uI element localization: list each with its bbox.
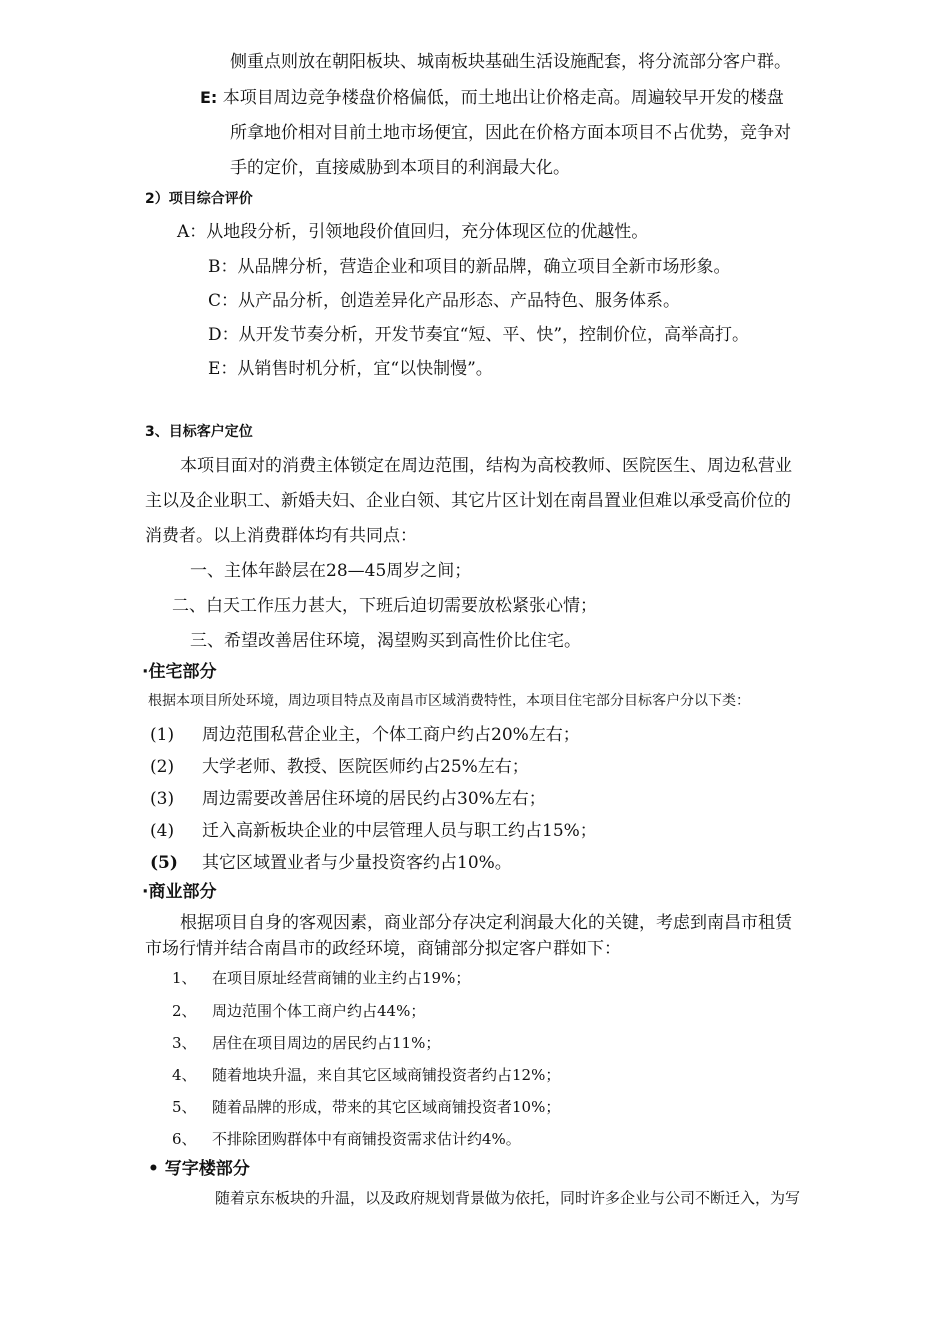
residential-item — [150, 819, 597, 843]
list-text: 在项目原址经营商铺的业主约占19%； — [212, 969, 471, 987]
evaluation-item-d: D：从开发节奏分析，开发节奏宜“短、平、快”，控制价位，高举高打。 — [208, 325, 750, 345]
competition-line-1: 本项目周边竞争楼盘价格偏低，而土地出让价格走高。周遍较早开发的楼盘 — [222, 88, 784, 108]
list-text: 居住在项目周边的居民约占11%； — [212, 1034, 441, 1052]
item-label-e: E: — [200, 88, 218, 107]
list-text: 周边范围私营企业主，个体工商户约占20%左右； — [202, 725, 580, 745]
commercial-item — [172, 1063, 560, 1087]
commercial-item — [172, 1031, 440, 1055]
subsection-heading-residential: ·住宅部分 — [142, 662, 217, 682]
common-point-3: 三、希望改善居住环境，渴望购买到高性价比住宅。 — [190, 631, 581, 651]
office-paragraph-line-1: 随着京东板块的升温，以及政府规划背景做为依托，同时许多企业与公司不断迁入，为写 — [215, 1189, 801, 1207]
list-text: 随着品牌的形成，带来的其它区域商铺投资者10%； — [212, 1098, 561, 1116]
competition-line-3: 手的定价，直接威胁到本项目的利润最大化。 — [230, 158, 570, 178]
list-number: 5、 — [172, 1098, 197, 1116]
residential-item — [150, 723, 580, 747]
subsection-heading-commercial: ·商业部分 — [142, 882, 217, 902]
section-heading-target: 3、目标客户定位 — [145, 424, 253, 440]
commercial-item — [172, 1095, 560, 1119]
common-point-1: 一、主体年龄层在28—45周岁之间； — [190, 561, 472, 581]
residential-item — [150, 851, 512, 875]
list-text: 大学老师、教授、医院医师约占25%左右； — [202, 757, 529, 777]
residential-intro: 根据本项目所处环境，周边项目特点及南昌市区域消费特性，本项目住宅部分目标客户分以下类： — [148, 693, 750, 709]
list-text: 周边需要改善居住环境的居民约占30%左右； — [202, 789, 546, 809]
list-number: (2) — [150, 757, 175, 777]
list-text: 周边范围个体工商户约占44%； — [212, 1002, 426, 1020]
list-number: 6、 — [172, 1130, 197, 1148]
commercial-item — [172, 966, 470, 990]
list-number: (1) — [150, 725, 175, 745]
list-number: 3、 — [172, 1034, 197, 1052]
list-number: (5) — [150, 853, 178, 873]
common-point-2: 二、白天工作压力甚大，下班后迫切需要放松紧张心情； — [172, 596, 597, 616]
list-text: 迁入高新板块企业的中层管理人员与职工约占15%； — [202, 821, 597, 841]
residential-item — [150, 755, 529, 779]
list-number: 2、 — [172, 1002, 197, 1020]
target-paragraph-line-1: 本项目面对的消费主体锁定在周边范围，结构为高校教师、医院医生、周边私营业 — [180, 456, 792, 476]
list-number: (4) — [150, 821, 175, 841]
evaluation-item-e: E：从销售时机分析，宜“以快制慢”。 — [208, 359, 493, 379]
section-heading-evaluation: 2）项目综合评价 — [145, 191, 253, 207]
competition-line-2: 所拿地价相对目前土地市场便宜，因此在价格方面本项目不占优势，竞争对 — [230, 123, 791, 143]
evaluation-item-a: A：从地段分析，引领地段价值回归，充分体现区位的优越性。 — [177, 222, 649, 242]
commercial-item — [172, 1127, 521, 1151]
target-paragraph-line-3: 消费者。以上消费群体均有共同点： — [145, 526, 417, 546]
competition-paragraph — [200, 86, 784, 110]
subsection-heading-office: • 写字楼部分 — [148, 1159, 250, 1179]
evaluation-item-c: C：从产品分析，创造差异化产品形态、产品特色、服务体系。 — [208, 291, 681, 311]
commercial-item — [172, 999, 425, 1023]
evaluation-item-b: B：从品牌分析，营造企业和项目的新品牌，确立项目全新市场形象。 — [208, 257, 731, 277]
residential-item — [150, 787, 546, 811]
list-number: (3) — [150, 789, 175, 809]
commercial-paragraph-line-1: 根据项目自身的客观因素，商业部分存决定利润最大化的关键，考虑到南昌市租赁 — [180, 913, 792, 933]
intro-line: 侧重点则放在朝阳板块、城南板块基础生活设施配套，将分流部分客户群。 — [230, 52, 791, 72]
list-text: 随着地块升温，来自其它区域商铺投资者约占12%； — [212, 1066, 561, 1084]
list-number: 4、 — [172, 1066, 197, 1084]
commercial-paragraph-line-2: 市场行情并结合南昌市的政经环境，商铺部分拟定客户群如下： — [145, 939, 621, 959]
list-number: 1、 — [172, 969, 197, 987]
list-text: 其它区域置业者与少量投资客约占10%。 — [202, 853, 512, 873]
list-text: 不排除团购群体中有商铺投资需求估计约4%。 — [212, 1130, 521, 1148]
target-paragraph-line-2: 主以及企业职工、新婚夫妇、企业白领、其它片区计划在南昌置业但难以承受高价位的 — [145, 491, 791, 511]
